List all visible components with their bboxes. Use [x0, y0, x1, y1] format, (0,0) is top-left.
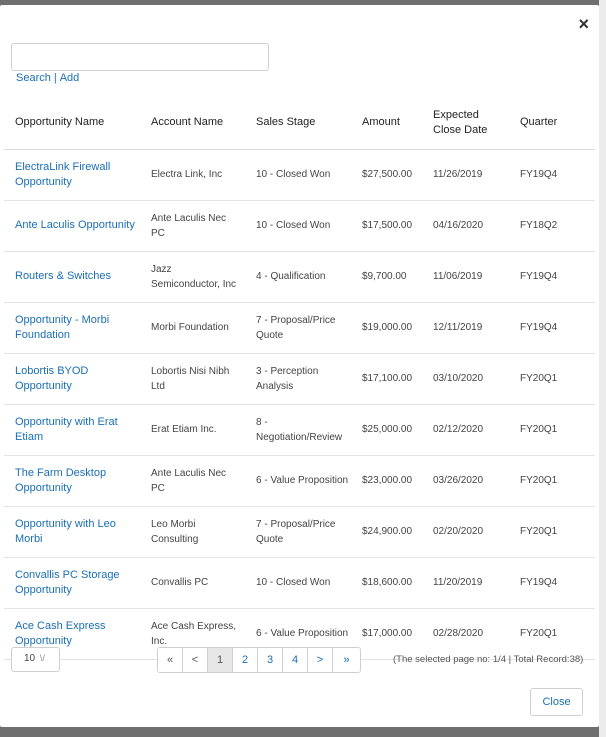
next-page-button[interactable]: >: [308, 648, 333, 672]
cell-expected-close-date: 02/20/2020: [423, 506, 510, 557]
cell-opportunity-name[interactable]: Opportunity - Morbi Foundation: [4, 302, 139, 353]
results-table: [4, 97, 595, 660]
cell-quarter: FY20Q1: [510, 404, 595, 455]
cell-account-name: Morbi Foundation: [139, 302, 246, 353]
cell-quarter: FY20Q1: [510, 506, 595, 557]
pagination: [157, 647, 361, 673]
cell-sales-stage: 3 - Perception Analysis: [246, 353, 354, 404]
cell-sales-stage: 7 - Proposal/Price Quote: [246, 302, 354, 353]
last-page-button[interactable]: »: [333, 648, 360, 672]
results-table-wrap: [4, 97, 595, 660]
cell-account-name: Ante Laculis Nec PC: [139, 455, 246, 506]
cell-expected-close-date: 02/28/2020: [423, 608, 510, 659]
cell-expected-close-date: 03/10/2020: [423, 353, 510, 404]
cell-opportunity-name[interactable]: Opportunity with Erat Etiam: [4, 404, 139, 455]
col-sales-stage: Sales Stage: [246, 97, 354, 149]
cell-sales-stage: 6 - Value Proposition: [246, 455, 354, 506]
table-row[interactable]: [4, 404, 595, 455]
link-separator: |: [53, 72, 57, 84]
cell-quarter: FY18Q2: [510, 200, 595, 251]
lookup-modal: [0, 5, 599, 727]
backdrop: [599, 0, 606, 737]
cell-expected-close-date: 11/26/2019: [423, 149, 510, 200]
cell-sales-stage: 8 - Negotiation/Review: [246, 404, 354, 455]
table-row[interactable]: [4, 455, 595, 506]
cell-quarter: FY19Q4: [510, 251, 595, 302]
table-row[interactable]: [4, 251, 595, 302]
close-icon[interactable]: ×: [578, 14, 589, 34]
cell-opportunity-name[interactable]: Opportunity with Leo Morbi: [4, 506, 139, 557]
page-4-button[interactable]: 4: [283, 648, 308, 672]
table-row[interactable]: [4, 353, 595, 404]
col-opportunity-name: Opportunity Name: [4, 97, 139, 149]
cell-amount: $9,700.00: [354, 251, 423, 302]
first-page-button[interactable]: «: [158, 648, 183, 672]
cell-amount: $18,600.00: [354, 557, 423, 608]
cell-quarter: FY20Q1: [510, 455, 595, 506]
cell-expected-close-date: 02/12/2020: [423, 404, 510, 455]
cell-quarter: FY19Q4: [510, 149, 595, 200]
table-row[interactable]: [4, 149, 595, 200]
cell-sales-stage: 6 - Value Proposition: [246, 608, 354, 659]
cell-account-name: Convallis PC: [139, 557, 246, 608]
page-size-value: 10: [24, 653, 36, 664]
cell-account-name: Electra Link, Inc: [139, 149, 246, 200]
page-2-button[interactable]: 2: [233, 648, 258, 672]
cell-account-name: Ante Laculis Nec PC: [139, 200, 246, 251]
search-input[interactable]: [11, 43, 269, 71]
cell-amount: $24,900.00: [354, 506, 423, 557]
cell-amount: $17,000.00: [354, 608, 423, 659]
cell-quarter: FY19Q4: [510, 302, 595, 353]
search-link[interactable]: Search: [16, 72, 51, 84]
table-header-row: [4, 97, 595, 149]
cell-expected-close-date: 04/16/2020: [423, 200, 510, 251]
page-size-select[interactable]: [11, 647, 60, 672]
search-add-links: [16, 72, 79, 84]
cell-opportunity-name[interactable]: Ace Cash Express Opportunity: [4, 608, 139, 659]
table-row[interactable]: [4, 200, 595, 251]
cell-sales-stage: 10 - Closed Won: [246, 200, 354, 251]
table-row[interactable]: [4, 506, 595, 557]
cell-account-name: Leo Morbi Consulting: [139, 506, 246, 557]
cell-opportunity-name[interactable]: Convallis PC Storage Opportunity: [4, 557, 139, 608]
cell-account-name: Jazz Semiconductor, Inc: [139, 251, 246, 302]
page-1-button[interactable]: 1: [208, 648, 233, 672]
cell-opportunity-name[interactable]: Routers & Switches: [4, 251, 139, 302]
table-row[interactable]: [4, 302, 595, 353]
table-row[interactable]: [4, 557, 595, 608]
cell-amount: $19,000.00: [354, 302, 423, 353]
close-button[interactable]: Close: [530, 688, 583, 716]
cell-quarter: FY20Q1: [510, 608, 595, 659]
chevron-down-icon: \/: [39, 653, 45, 663]
cell-expected-close-date: 11/06/2019: [423, 251, 510, 302]
col-account-name: Account Name: [139, 97, 246, 149]
page-3-button[interactable]: 3: [258, 648, 283, 672]
cell-expected-close-date: 03/26/2020: [423, 455, 510, 506]
cell-sales-stage: 7 - Proposal/Price Quote: [246, 506, 354, 557]
cell-sales-stage: 4 - Qualification: [246, 251, 354, 302]
cell-amount: $17,500.00: [354, 200, 423, 251]
prev-page-button[interactable]: <: [183, 648, 208, 672]
cell-expected-close-date: 11/20/2019: [423, 557, 510, 608]
cell-amount: $25,000.00: [354, 404, 423, 455]
cell-opportunity-name[interactable]: ElectraLink Firewall Opportunity: [4, 149, 139, 200]
cell-account-name: Lobortis Nisi Nibh Ltd: [139, 353, 246, 404]
cell-opportunity-name[interactable]: The Farm Desktop Opportunity: [4, 455, 139, 506]
col-quarter: Quarter: [510, 97, 595, 149]
cell-quarter: FY19Q4: [510, 557, 595, 608]
cell-sales-stage: 10 - Closed Won: [246, 149, 354, 200]
cell-account-name: Erat Etiam Inc.: [139, 404, 246, 455]
add-link[interactable]: Add: [59, 72, 80, 84]
cell-sales-stage: 10 - Closed Won: [246, 557, 354, 608]
cell-amount: $27,500.00: [354, 149, 423, 200]
page-record-info: (The selected page no: 1/4 | Total Record:38): [393, 654, 584, 665]
col-amount: Amount: [354, 97, 423, 149]
cell-opportunity-name[interactable]: Lobortis BYOD Opportunity: [4, 353, 139, 404]
cell-amount: $23,000.00: [354, 455, 423, 506]
cell-expected-close-date: 12/11/2019: [423, 302, 510, 353]
cell-account-name: Ace Cash Express, Inc.: [139, 608, 246, 659]
cell-opportunity-name[interactable]: Ante Laculis Opportunity: [4, 200, 139, 251]
cell-quarter: FY20Q1: [510, 353, 595, 404]
cell-amount: $17,100.00: [354, 353, 423, 404]
col-expected-close-date: Expected Close Date: [423, 97, 510, 149]
